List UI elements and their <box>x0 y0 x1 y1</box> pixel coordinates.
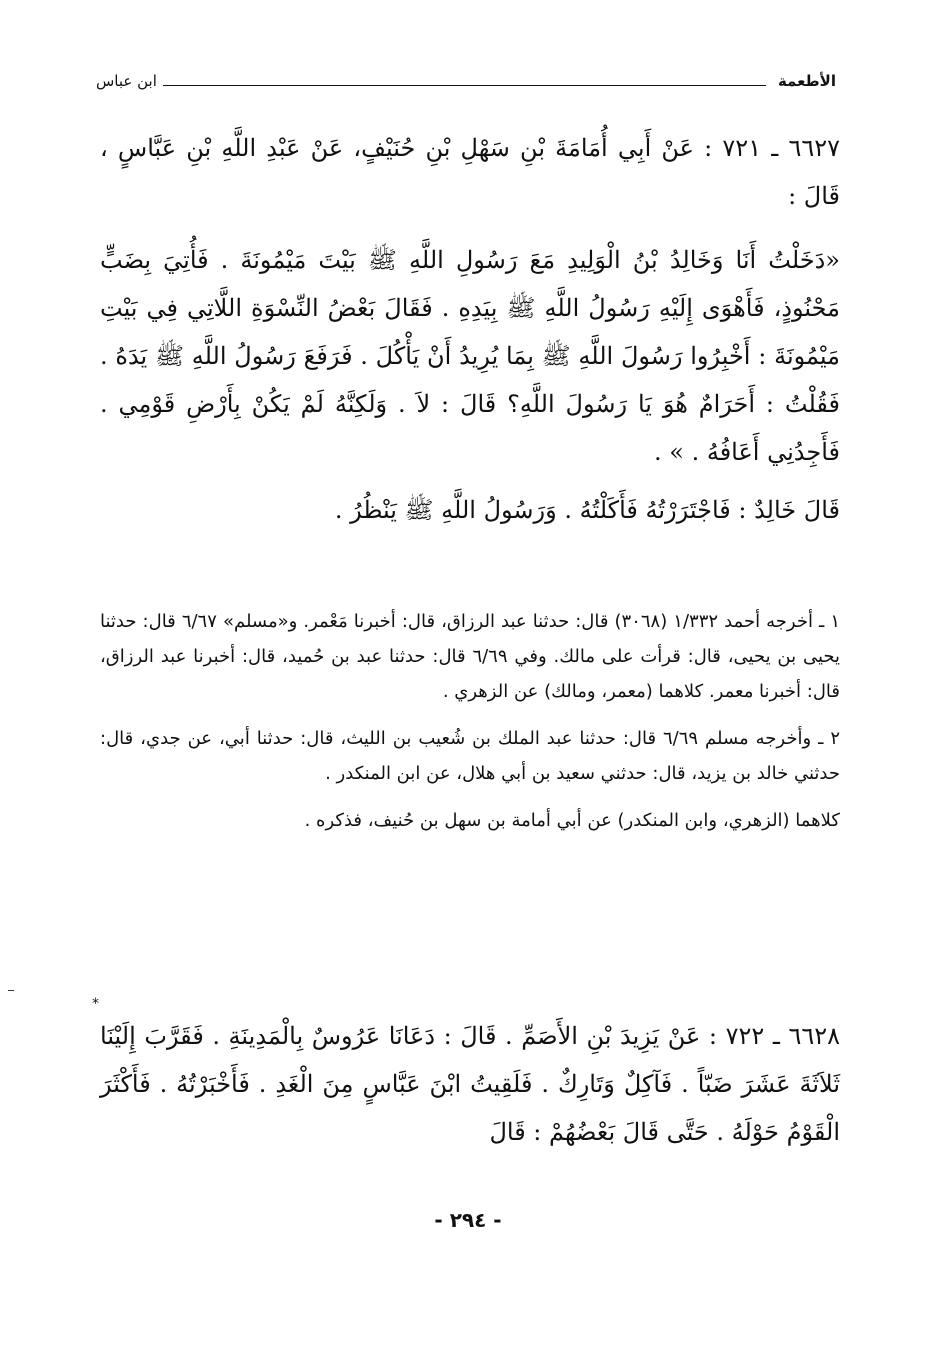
hadith-6627-closing: قَالَ خَالِدٌ : فَاجْتَرَرْتُهُ فَأَكَلْتُهُ . وَرَسُولُ اللَّهِ ﷺ يَنْظُرُ . <box>334 496 840 524</box>
hadith-6627-isnad: ٦٦٢٧ ـ ٧٢١ : عَنْ أَبِي أُمَامَةَ بْنِ سَهْلِ بْنِ حُنَيْفٍ، عَنْ عَبْدِ اللَّهِ بْنِ عَبَّاسٍ ، قَالَ : <box>100 134 840 210</box>
asterisk-marker: * <box>92 996 99 1012</box>
footnote-2: ٢ ـ وأخرجه مسلم ٦/٦٩ قال: حدثنا عبد الملك بن شُعيب بن الليث، قال: حدثنا أبي، عن جدي، قال: حدثني خالد بن يزيد، قال: حدثني سعيد بن أبي هلال، عن ابن المنكدر . <box>100 728 840 784</box>
header-rule <box>162 85 766 86</box>
chapter-title: الأطعمة <box>772 72 836 90</box>
hadith-6627-matn: «دَخَلْتُ أَنَا وَخَالِدُ بْنُ الْوَلِيدِ مَعَ رَسُولِ اللَّهِ ﷺ بَيْتَ مَيْمُونَةَ . فَأُتِيَ بِضَبٍّ مَحْنُوذٍ، فَأَهْوَى إِلَيْهِ رَسُولُ اللَّهِ ﷺ بِيَدِهِ . فَقَالَ بَعْضُ النِّسْوَةِ اللَّاتِي فِي بَيْتِ مَيْمُونَةَ : أَخْبِرُوا رَسُولَ اللَّهِ ﷺ بِمَا يُرِيدُ أَنْ يَأْكُلَ . فَرَفَعَ رَسُولُ اللَّهِ ﷺ يَدَهُ . فَقُلْتُ : أَحَرَامٌ هُوَ يَا رَسُولَ اللَّهِ؟ قَالَ : لاَ . وَلَكِنَّهُ لَمْ يَكُنْ بِأَرْضِ قَوْمِي . فَأَجِدُنِي أَعَافُهُ . » . <box>100 246 840 466</box>
margin-mark <box>8 990 14 991</box>
section-title: ابن عباس <box>96 72 163 90</box>
hadith-6628-text: ٦٦٢٨ ـ ٧٢٢ : عَنْ يَزِيدَ بْنِ الأَصَمِّ . قَالَ : دَعَانَا عَرُوسٌ بِالْمَدِينَةِ . فَقَرَّبَ إِلَيْنَا ثَلاَثَةَ عَشَرَ ضَبّاً . فَآكِلٌ وَتَارِكٌ . فَلَقِيتُ ابْنَ عَبَّاسٍ مِنَ الْغَدِ . فَأَخْبَرْتُهُ . فَأَكْثَرَ الْقَوْمُ حَوْلَهُ . حَتَّى قَالَ بَعْضُهُمْ : قَالَ <box>100 1022 840 1146</box>
hadith-6627 <box>100 124 840 534</box>
hadith-6628 <box>100 1012 840 1156</box>
footnote-1: ١ ـ أخرجه أحمد ١/٣٣٢ (٣٠٦٨) قال: حدثنا عبد الرزاق، قال: أخبرنا مَعْمر. و«مسلم» ٦/٦٧ قال: حدثنا يحيى بن يحيى، قال: قرأت على مالك. وفي ٦/٦٩ قال: حدثنا عبد بن حُميد، قال: أخبرنا عبد الرزاق، قال: أخبرنا معمر. كلاهما (معمر، ومالك) عن الزهري . <box>100 611 841 702</box>
running-header <box>96 72 836 96</box>
footnote-summary: كلاهما (الزهري، وابن المنكدر) عن أبي أمامة بن سهل بن حُنيف، فذكره . <box>304 810 840 831</box>
footnotes <box>100 604 840 850</box>
page-number: - ٢٩٤ - <box>434 1208 502 1232</box>
